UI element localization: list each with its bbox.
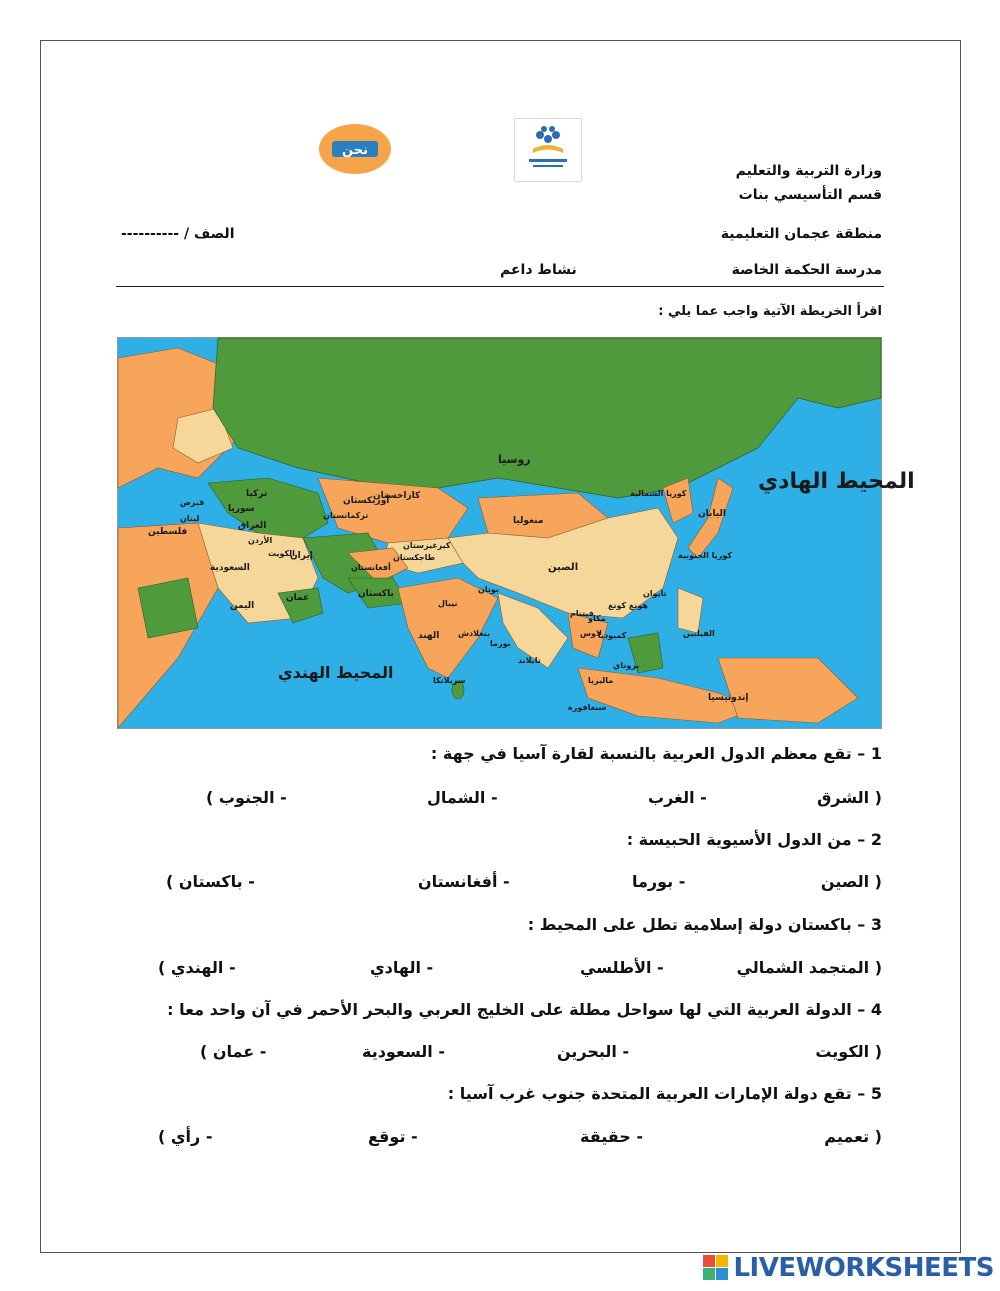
map-label-pacific: المحيط الهادي bbox=[758, 469, 915, 494]
map-label-china: الصين bbox=[548, 562, 579, 573]
map-label-cyprus: قبرص bbox=[180, 498, 205, 507]
map-label-brunei: بروناي bbox=[613, 661, 640, 670]
map-label-turkey: تركيا bbox=[246, 489, 268, 499]
liveworksheets-text: LIVEWORKSHEETS bbox=[733, 1253, 994, 1283]
q5-option-3[interactable]: - توقع bbox=[368, 1127, 418, 1146]
q1-option-1[interactable]: ( الشرق bbox=[817, 788, 882, 807]
map-label-srilanka: سريلانكا bbox=[433, 676, 466, 685]
map-label-burma: بورما bbox=[490, 639, 511, 648]
asia-map bbox=[117, 337, 915, 729]
map-label-jordan: الأردن bbox=[248, 536, 273, 545]
map-label-kyrgyzstan: كيرغيزستان bbox=[403, 541, 451, 550]
map-label-tajikistan: طاجكستان bbox=[393, 553, 436, 562]
activity-title: نشاط داعم bbox=[500, 262, 577, 278]
map-label-afghanistan: أفغانستان bbox=[351, 563, 391, 572]
q1-option-3[interactable]: - الشمال bbox=[427, 788, 498, 807]
q5-option-2[interactable]: - حقيقة bbox=[580, 1127, 644, 1146]
map-label-syria: سوريا bbox=[228, 504, 255, 514]
map-label-philippines: الفيلبين bbox=[683, 629, 715, 638]
map-label-yemen: اليمن bbox=[230, 601, 255, 611]
map-label-taiwan: تايوان bbox=[643, 589, 667, 598]
q3-option-2[interactable]: - الأطلسي bbox=[580, 958, 664, 977]
q5-option-1[interactable]: ( تعميم bbox=[824, 1127, 882, 1146]
q2-option-3[interactable]: - أفغانستان bbox=[418, 872, 510, 891]
zone-name: منطقة عجمان التعليمية bbox=[720, 226, 882, 242]
map-label-lebanon: لبنان bbox=[180, 514, 200, 523]
map-label-palestine: فلسطين bbox=[148, 527, 188, 537]
q1-option-4[interactable]: - الجنوب ) bbox=[206, 788, 287, 807]
map-label-kuwait: الكويت bbox=[268, 549, 295, 558]
department-name: قسم التأسيسي بنات bbox=[738, 187, 882, 203]
question-4: 4 – الدولة العربية التي لها سواحل مطلة على الخليج العربي والبحر الأحمر في آن واحد معا : bbox=[167, 1000, 882, 1019]
map-label-iran: إيران bbox=[290, 551, 313, 561]
q4-option-3[interactable]: - السعودية bbox=[362, 1042, 445, 1061]
map-label-cambodia: كمبوديا bbox=[598, 631, 627, 640]
map-label-bangladesh: بنغلادش bbox=[458, 629, 491, 638]
map-label-iraq: العراق bbox=[238, 521, 267, 531]
map-label-saudi: السعودية bbox=[210, 563, 250, 573]
nahnu-logo-text: نحن bbox=[342, 143, 368, 158]
map-label-oman: عمان bbox=[286, 593, 310, 603]
map-label-japan: اليابان bbox=[698, 509, 726, 519]
map-label-turkmenistan: تركمانستان bbox=[323, 511, 369, 520]
ministry-name: وزارة التربية والتعليم bbox=[735, 163, 882, 179]
map-label-kazakhstan: كازاخستان bbox=[373, 491, 421, 501]
liveworksheets-logo-icon bbox=[703, 1255, 729, 1281]
map-label-russia: روسيا bbox=[498, 453, 531, 466]
q5-option-4[interactable]: - رأي ) bbox=[158, 1127, 213, 1146]
q2-option-4[interactable]: - باكستان ) bbox=[166, 872, 255, 891]
question-2: 2 – من الدول الأسيوية الحبيسة : bbox=[626, 830, 882, 849]
instruction: اقرأ الخريطة الآتية واجب عما يلي : bbox=[658, 304, 882, 319]
q2-option-1[interactable]: ( الصين bbox=[820, 872, 882, 891]
map-label-malaysia: ماليزيا bbox=[588, 676, 614, 685]
liveworksheets-brand[interactable] bbox=[703, 1253, 994, 1283]
school-logo bbox=[514, 118, 582, 182]
q3-option-3[interactable]: - الهادي bbox=[370, 958, 434, 977]
q3-option-1[interactable]: ( المتجمد الشمالي bbox=[736, 958, 882, 977]
header-divider bbox=[116, 286, 884, 287]
q1-option-2[interactable]: - الغرب bbox=[648, 788, 707, 807]
q4-option-4[interactable]: - عمان ) bbox=[200, 1042, 267, 1061]
question-1: 1 – تقع معظم الدول العربية بالنسبة لقارة آسيا في جهة : bbox=[430, 744, 882, 763]
q3-option-4[interactable]: - الهندي ) bbox=[158, 958, 236, 977]
map-label-thailand: تايلاند bbox=[518, 656, 541, 665]
map-label-north-korea: كوريا الشمالية bbox=[630, 489, 687, 498]
map-label-pakistan: باكستان bbox=[358, 589, 394, 599]
q4-option-1[interactable]: ( الكويت bbox=[815, 1042, 882, 1061]
map-label-hongkong: هونغ كونغ bbox=[608, 601, 648, 610]
map-label-indian: المحيط الهندي bbox=[278, 663, 394, 682]
school-name: مدرسة الحكمة الخاصة bbox=[731, 262, 882, 278]
map-label-mongolia: منغوليا bbox=[513, 516, 544, 526]
map-label-indonesia: إندونيسيا bbox=[708, 693, 749, 703]
map-label-bhutan: بوتان bbox=[478, 585, 499, 594]
map-label-vietnam: فيتنام bbox=[570, 609, 594, 618]
q2-option-2[interactable]: - بورما bbox=[632, 872, 686, 891]
class-field[interactable]: الصف / ---------- bbox=[121, 226, 235, 242]
map-label-laos: لاوس bbox=[580, 629, 602, 638]
nahnu-logo bbox=[318, 123, 392, 175]
q4-option-2[interactable]: - البحرين bbox=[557, 1042, 630, 1061]
question-5: 5 – تقع دولة الإمارات العربية المتحدة جنوب غرب آسيا : bbox=[447, 1084, 882, 1103]
map-label-macau: مكاو bbox=[588, 614, 606, 623]
question-3: 3 – باكستان دولة إسلامية تطل على المحيط : bbox=[527, 915, 882, 934]
map-label-india: الهند bbox=[418, 631, 440, 641]
map-label-singapore: سنغافورة bbox=[568, 703, 607, 712]
map-label-south-korea: كوريا الجنوبية bbox=[678, 551, 732, 560]
map-label-nepal: نيبال bbox=[438, 599, 458, 608]
map-label-uzbekistan: أوزبكستان bbox=[343, 496, 390, 506]
